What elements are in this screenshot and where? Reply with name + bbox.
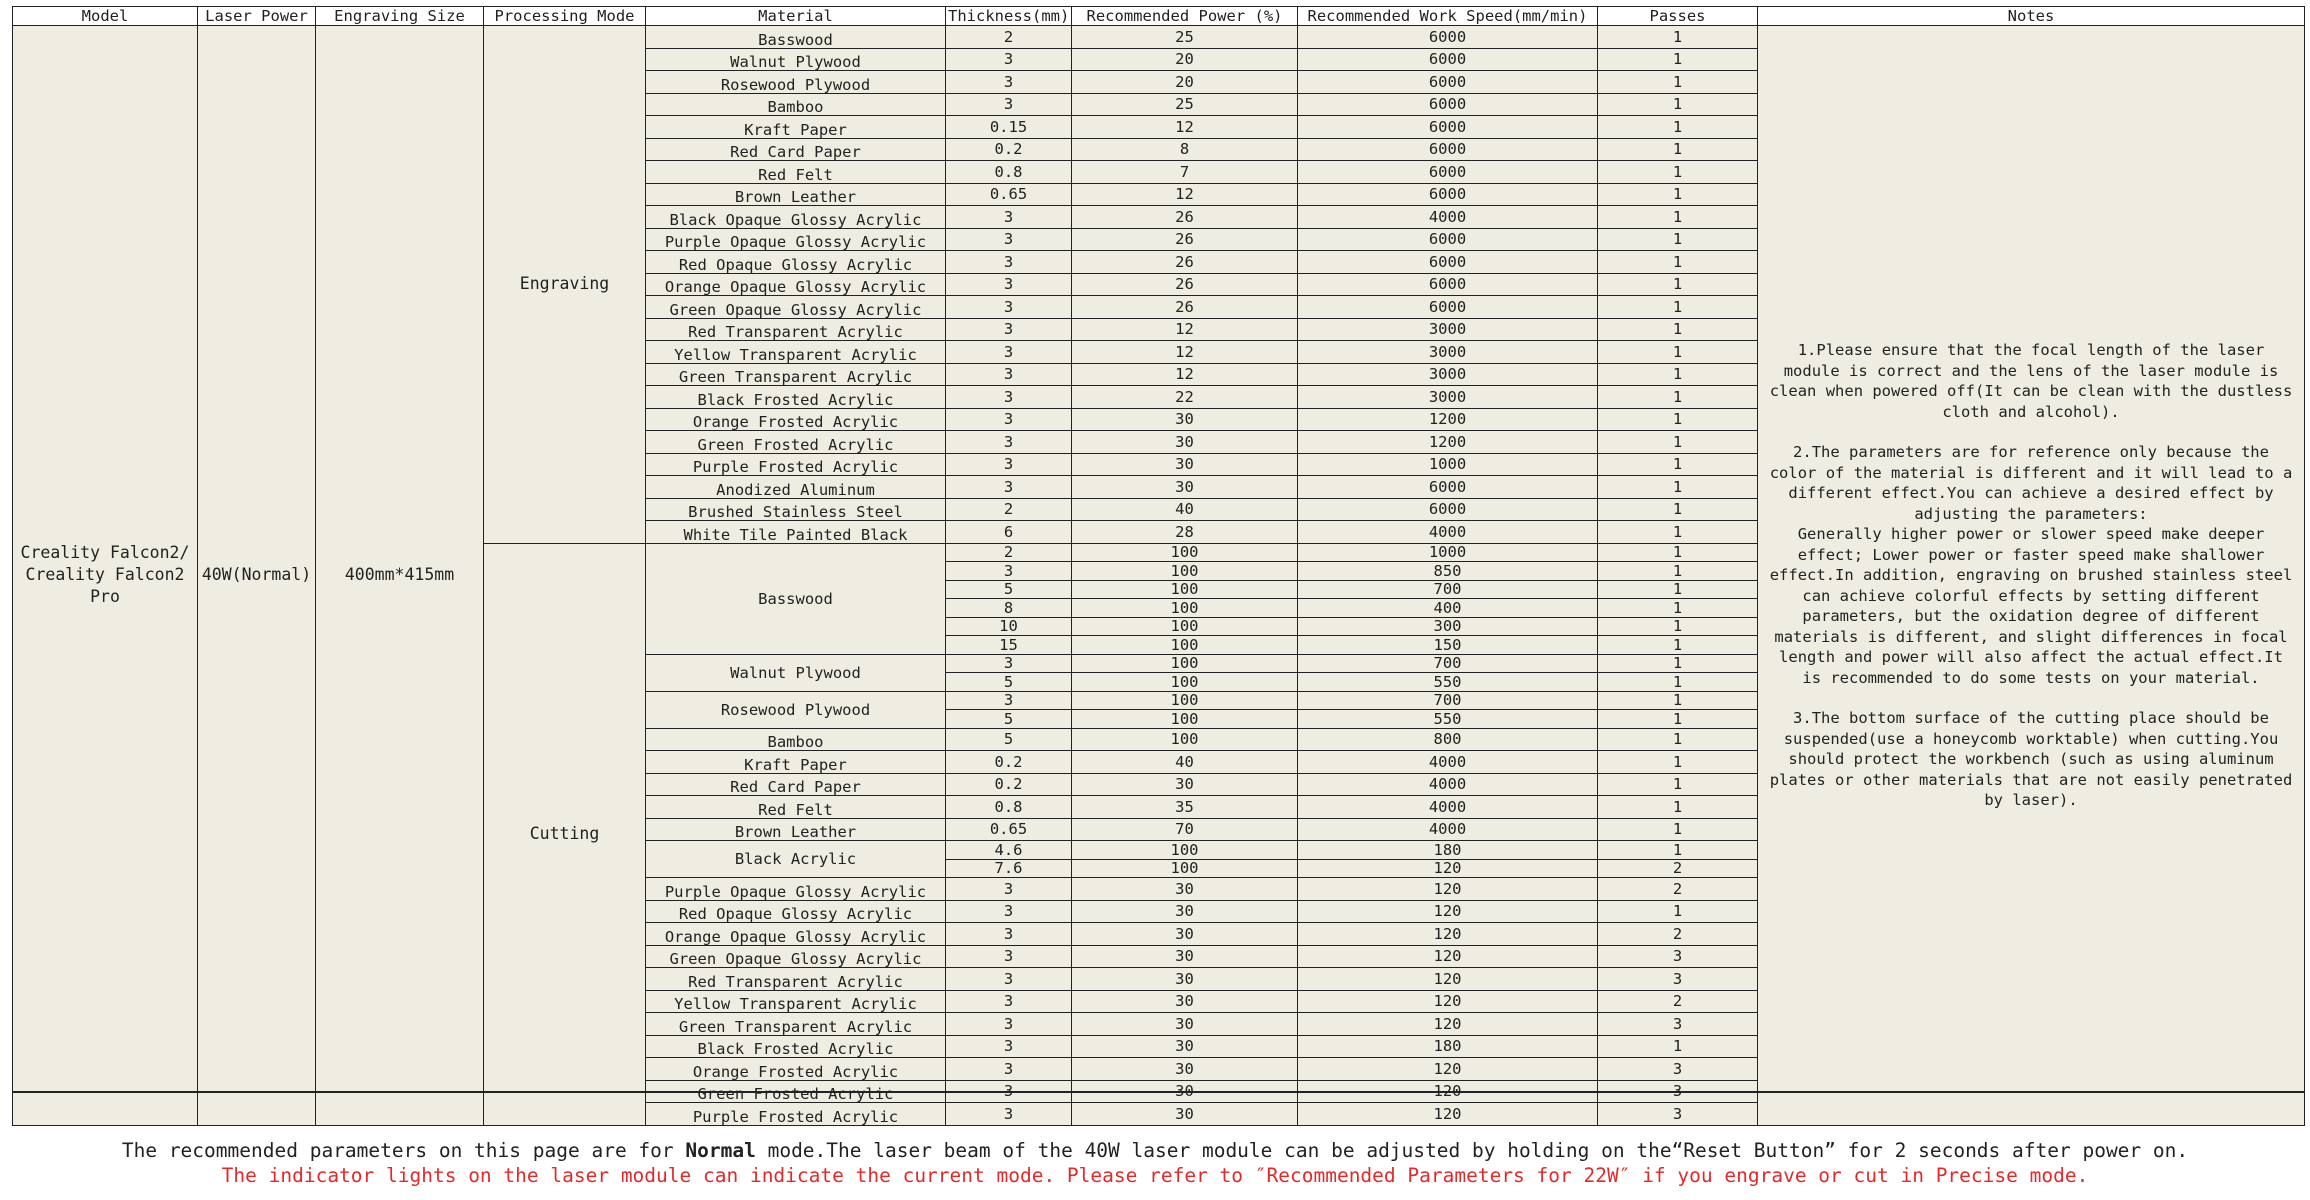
speed-cell: 6000 xyxy=(1298,26,1598,49)
thickness-cell: 3 xyxy=(946,990,1072,1013)
material-cell: Rosewood Plywood xyxy=(646,71,946,94)
material-cell: Brushed Stainless Steel xyxy=(646,498,946,521)
thickness-cell: 15 xyxy=(946,636,1072,655)
power-cell: 30 xyxy=(1072,900,1298,923)
thickness-cell: 3 xyxy=(946,206,1072,229)
power-cell: 20 xyxy=(1072,48,1298,71)
model-name-line2: Creality Falcon2 Pro xyxy=(25,565,185,607)
passes-cell: 3 xyxy=(1598,1013,1758,1036)
power-cell: 100 xyxy=(1072,728,1298,751)
passes-cell: 1 xyxy=(1598,206,1758,229)
processing-mode-cell: Cutting xyxy=(484,543,646,1125)
speed-cell: 550 xyxy=(1298,710,1598,729)
thickness-cell: 3 xyxy=(946,71,1072,94)
material-cell: Orange Opaque Glossy Acrylic xyxy=(646,273,946,296)
note-paragraph: 3.The bottom surface of the cutting place should be suspended(use a honeycomb worktable) when cutting.You should protect the workbench (such as using aluminum plates or other materials that are not easily penetrated by laser). xyxy=(1769,709,2293,809)
thickness-cell: 3 xyxy=(946,1035,1072,1058)
thickness-cell: 3 xyxy=(946,945,1072,968)
notes-cell xyxy=(1758,26,2305,1126)
thickness-cell: 3 xyxy=(946,453,1072,476)
speed-cell: 3000 xyxy=(1298,318,1598,341)
header-row xyxy=(13,7,2305,26)
power-cell: 26 xyxy=(1072,228,1298,251)
header-engraving-size: Engraving Size xyxy=(316,7,484,26)
material-cell: Purple Frosted Acrylic xyxy=(646,1103,946,1126)
power-cell: 100 xyxy=(1072,636,1298,655)
engraving-size-cell: 400mm*415mm xyxy=(316,26,484,1126)
speed-cell: 150 xyxy=(1298,636,1598,655)
thickness-cell: 3 xyxy=(946,431,1072,454)
thickness-cell: 2 xyxy=(946,543,1072,562)
passes-cell: 1 xyxy=(1598,580,1758,599)
thickness-cell: 3 xyxy=(946,900,1072,923)
power-cell: 30 xyxy=(1072,1035,1298,1058)
speed-cell: 800 xyxy=(1298,728,1598,751)
speed-cell: 120 xyxy=(1298,968,1598,991)
material-cell: Yellow Transparent Acrylic xyxy=(646,990,946,1013)
speed-cell: 700 xyxy=(1298,691,1598,710)
power-cell: 22 xyxy=(1072,386,1298,409)
thickness-cell: 3 xyxy=(946,878,1072,901)
passes-cell: 1 xyxy=(1598,251,1758,274)
material-cell: Walnut Plywood xyxy=(646,654,946,691)
material-cell: Walnut Plywood xyxy=(646,48,946,71)
thickness-cell: 3 xyxy=(946,968,1072,991)
speed-cell: 120 xyxy=(1298,1080,1598,1103)
thickness-cell: 7.6 xyxy=(946,859,1072,878)
speed-cell: 120 xyxy=(1298,859,1598,878)
material-cell: Yellow Transparent Acrylic xyxy=(646,341,946,364)
material-cell: Rosewood Plywood xyxy=(646,691,946,728)
power-cell: 12 xyxy=(1072,183,1298,206)
thickness-cell: 2 xyxy=(946,26,1072,49)
thickness-cell: 5 xyxy=(946,673,1072,692)
speed-cell: 120 xyxy=(1298,900,1598,923)
material-cell: Green Opaque Glossy Acrylic xyxy=(646,945,946,968)
speed-cell: 6000 xyxy=(1298,251,1598,274)
power-cell: 100 xyxy=(1072,562,1298,581)
speed-cell: 700 xyxy=(1298,654,1598,673)
model-name-line1: Creality Falcon2/ xyxy=(20,543,190,563)
passes-cell: 1 xyxy=(1598,183,1758,206)
material-cell: Purple Opaque Glossy Acrylic xyxy=(646,228,946,251)
material-cell: Red Felt xyxy=(646,796,946,819)
power-cell: 20 xyxy=(1072,71,1298,94)
speed-cell: 120 xyxy=(1298,1103,1598,1126)
footer-line-normal-mode xyxy=(0,1138,2310,1163)
passes-cell: 1 xyxy=(1598,161,1758,184)
speed-cell: 6000 xyxy=(1298,116,1598,139)
speed-cell: 1000 xyxy=(1298,543,1598,562)
thickness-cell: 8 xyxy=(946,599,1072,618)
passes-cell: 1 xyxy=(1598,363,1758,386)
header-notes: Notes xyxy=(1758,7,2305,26)
passes-cell: 1 xyxy=(1598,636,1758,655)
passes-cell: 2 xyxy=(1598,990,1758,1013)
passes-cell: 1 xyxy=(1598,543,1758,562)
laser-power-cell: 40W(Normal) xyxy=(198,26,316,1126)
thickness-cell: 3 xyxy=(946,93,1072,116)
footer-line1-post: mode.The laser beam of the 40W laser module can be adjusted by holding on the“Reset Button” for 2 seconds after power on. xyxy=(755,1139,2189,1162)
power-cell: 8 xyxy=(1072,138,1298,161)
power-cell: 100 xyxy=(1072,543,1298,562)
thickness-cell: 3 xyxy=(946,273,1072,296)
power-cell: 30 xyxy=(1072,923,1298,946)
speed-cell: 120 xyxy=(1298,990,1598,1013)
material-cell: Black Frosted Acrylic xyxy=(646,386,946,409)
passes-cell: 1 xyxy=(1598,841,1758,860)
thickness-cell: 3 xyxy=(946,691,1072,710)
footer-mode-name: Normal xyxy=(685,1139,756,1162)
passes-cell: 1 xyxy=(1598,318,1758,341)
material-cell: Bamboo xyxy=(646,93,946,116)
passes-cell: 1 xyxy=(1598,228,1758,251)
power-cell: 30 xyxy=(1072,408,1298,431)
header-processing-mode: Processing Mode xyxy=(484,7,646,26)
passes-cell: 1 xyxy=(1598,93,1758,116)
material-cell: Kraft Paper xyxy=(646,116,946,139)
passes-cell: 3 xyxy=(1598,1103,1758,1126)
material-cell: Purple Opaque Glossy Acrylic xyxy=(646,878,946,901)
power-cell: 100 xyxy=(1072,599,1298,618)
speed-cell: 180 xyxy=(1298,1035,1598,1058)
speed-cell: 4000 xyxy=(1298,751,1598,774)
speed-cell: 6000 xyxy=(1298,498,1598,521)
thickness-cell: 3 xyxy=(946,228,1072,251)
passes-cell: 1 xyxy=(1598,818,1758,841)
power-cell: 26 xyxy=(1072,206,1298,229)
power-cell: 100 xyxy=(1072,580,1298,599)
passes-cell: 1 xyxy=(1598,599,1758,618)
speed-cell: 3000 xyxy=(1298,363,1598,386)
thickness-cell: 3 xyxy=(946,48,1072,71)
speed-cell: 6000 xyxy=(1298,296,1598,319)
material-cell: Black Acrylic xyxy=(646,841,946,878)
passes-cell: 1 xyxy=(1598,453,1758,476)
power-cell: 12 xyxy=(1072,318,1298,341)
material-cell: Red Transparent Acrylic xyxy=(646,968,946,991)
thickness-cell: 0.2 xyxy=(946,751,1072,774)
power-cell: 30 xyxy=(1072,878,1298,901)
passes-cell: 1 xyxy=(1598,476,1758,499)
speed-cell: 120 xyxy=(1298,1013,1598,1036)
power-cell: 28 xyxy=(1072,521,1298,544)
thickness-cell: 3 xyxy=(946,1013,1072,1036)
material-cell: White Tile Painted Black xyxy=(646,521,946,544)
passes-cell: 1 xyxy=(1598,116,1758,139)
speed-cell: 400 xyxy=(1298,599,1598,618)
material-cell: Red Felt xyxy=(646,161,946,184)
header-thickness: Thickness(mm) xyxy=(946,7,1072,26)
speed-cell: 120 xyxy=(1298,1058,1598,1081)
power-cell: 26 xyxy=(1072,296,1298,319)
power-cell: 40 xyxy=(1072,498,1298,521)
passes-cell: 2 xyxy=(1598,878,1758,901)
speed-cell: 3000 xyxy=(1298,341,1598,364)
passes-cell: 1 xyxy=(1598,431,1758,454)
passes-cell: 1 xyxy=(1598,386,1758,409)
passes-cell: 1 xyxy=(1598,751,1758,774)
material-cell: Black Opaque Glossy Acrylic xyxy=(646,206,946,229)
power-cell: 30 xyxy=(1072,431,1298,454)
passes-cell: 1 xyxy=(1598,796,1758,819)
passes-cell: 1 xyxy=(1598,900,1758,923)
power-cell: 30 xyxy=(1072,773,1298,796)
material-cell: Brown Leather xyxy=(646,818,946,841)
passes-cell: 3 xyxy=(1598,1080,1758,1103)
header-passes: Passes xyxy=(1598,7,1758,26)
passes-cell: 2 xyxy=(1598,859,1758,878)
thickness-cell: 10 xyxy=(946,617,1072,636)
passes-cell: 1 xyxy=(1598,138,1758,161)
power-cell: 100 xyxy=(1072,654,1298,673)
material-cell: Bamboo xyxy=(646,728,946,751)
material-cell: Red Opaque Glossy Acrylic xyxy=(646,900,946,923)
thickness-cell: 3 xyxy=(946,341,1072,364)
material-cell: Purple Frosted Acrylic xyxy=(646,453,946,476)
power-cell: 25 xyxy=(1072,26,1298,49)
passes-cell: 1 xyxy=(1598,296,1758,319)
passes-cell: 3 xyxy=(1598,1058,1758,1081)
thickness-cell: 0.2 xyxy=(946,138,1072,161)
speed-cell: 1200 xyxy=(1298,408,1598,431)
power-cell: 30 xyxy=(1072,945,1298,968)
speed-cell: 4000 xyxy=(1298,796,1598,819)
passes-cell: 1 xyxy=(1598,521,1758,544)
footer-line1-pre: The recommended parameters on this page are for xyxy=(121,1139,686,1162)
speed-cell: 4000 xyxy=(1298,773,1598,796)
power-cell: 100 xyxy=(1072,841,1298,860)
power-cell: 12 xyxy=(1072,341,1298,364)
speed-cell: 6000 xyxy=(1298,93,1598,116)
thickness-cell: 3 xyxy=(946,251,1072,274)
power-cell: 30 xyxy=(1072,1080,1298,1103)
material-cell: Orange Opaque Glossy Acrylic xyxy=(646,923,946,946)
thickness-cell: 3 xyxy=(946,1103,1072,1126)
material-cell: Red Transparent Acrylic xyxy=(646,318,946,341)
speed-cell: 120 xyxy=(1298,923,1598,946)
thickness-cell: 3 xyxy=(946,386,1072,409)
power-cell: 12 xyxy=(1072,116,1298,139)
power-cell: 100 xyxy=(1072,859,1298,878)
parameters-table xyxy=(12,6,2305,1126)
power-cell: 30 xyxy=(1072,453,1298,476)
header-laser-power: Laser Power xyxy=(198,7,316,26)
power-cell: 12 xyxy=(1072,363,1298,386)
speed-cell: 4000 xyxy=(1298,206,1598,229)
thickness-cell: 0.2 xyxy=(946,773,1072,796)
speed-cell: 550 xyxy=(1298,673,1598,692)
speed-cell: 6000 xyxy=(1298,476,1598,499)
power-cell: 100 xyxy=(1072,617,1298,636)
passes-cell: 1 xyxy=(1598,710,1758,729)
power-cell: 26 xyxy=(1072,251,1298,274)
speed-cell: 300 xyxy=(1298,617,1598,636)
thickness-cell: 3 xyxy=(946,363,1072,386)
header-model: Model xyxy=(13,7,198,26)
passes-cell: 3 xyxy=(1598,968,1758,991)
header-material: Material xyxy=(646,7,946,26)
note-paragraph: 2.The parameters are for reference only because the color of the material is different and it will lead to a different effect.You can achieve a desired effect by adjusting the parameters: Generally higher power or slower speed make deeper effect; Lower power or faster speed make shallower effect.In addition, engraving on brushed stainless steel can achieve colorful effects by setting different parameters, but the oxidation degree of different materials is different, and slight differences in focal length and power will also affect the actual effect.It is recommended to do some tests on your material. xyxy=(1769,443,2293,687)
table-body xyxy=(13,26,2305,1126)
thickness-cell: 0.65 xyxy=(946,183,1072,206)
power-cell: 30 xyxy=(1072,968,1298,991)
material-cell: Black Frosted Acrylic xyxy=(646,1035,946,1058)
speed-cell: 6000 xyxy=(1298,228,1598,251)
passes-cell: 3 xyxy=(1598,945,1758,968)
thickness-cell: 5 xyxy=(946,728,1072,751)
power-cell: 30 xyxy=(1072,476,1298,499)
speed-cell: 120 xyxy=(1298,945,1598,968)
thickness-cell: 6 xyxy=(946,521,1072,544)
speed-cell: 6000 xyxy=(1298,48,1598,71)
power-cell: 25 xyxy=(1072,93,1298,116)
thickness-cell: 5 xyxy=(946,580,1072,599)
material-cell: Orange Frosted Acrylic xyxy=(646,1058,946,1081)
speed-cell: 6000 xyxy=(1298,71,1598,94)
material-cell: Green Frosted Acrylic xyxy=(646,1080,946,1103)
thickness-cell: 3 xyxy=(946,923,1072,946)
speed-cell: 6000 xyxy=(1298,273,1598,296)
material-cell: Anodized Aluminum xyxy=(646,476,946,499)
speed-cell: 4000 xyxy=(1298,818,1598,841)
note-paragraph: 1.Please ensure that the focal length of the laser module is correct and the lens of the laser module is clean when powered off(It can be clean with the dustless cloth and alcohol). xyxy=(1769,341,2293,421)
speed-cell: 120 xyxy=(1298,878,1598,901)
thickness-cell: 3 xyxy=(946,654,1072,673)
thickness-cell: 4.6 xyxy=(946,841,1072,860)
thickness-cell: 3 xyxy=(946,476,1072,499)
speed-cell: 3000 xyxy=(1298,386,1598,409)
thickness-cell: 3 xyxy=(946,408,1072,431)
material-cell: Basswood xyxy=(646,26,946,49)
passes-cell: 1 xyxy=(1598,273,1758,296)
power-cell: 30 xyxy=(1072,1103,1298,1126)
passes-cell: 1 xyxy=(1598,26,1758,49)
power-cell: 30 xyxy=(1072,990,1298,1013)
passes-cell: 1 xyxy=(1598,691,1758,710)
speed-cell: 1200 xyxy=(1298,431,1598,454)
speed-cell: 180 xyxy=(1298,841,1598,860)
passes-cell: 1 xyxy=(1598,654,1758,673)
material-cell: Kraft Paper xyxy=(646,751,946,774)
material-cell: Green Opaque Glossy Acrylic xyxy=(646,296,946,319)
thickness-cell: 3 xyxy=(946,562,1072,581)
speed-cell: 6000 xyxy=(1298,183,1598,206)
material-cell: Red Card Paper xyxy=(646,138,946,161)
power-cell: 40 xyxy=(1072,751,1298,774)
processing-mode-cell: Engraving xyxy=(484,26,646,544)
power-cell: 100 xyxy=(1072,691,1298,710)
power-cell: 100 xyxy=(1072,710,1298,729)
passes-cell: 1 xyxy=(1598,498,1758,521)
thickness-cell: 3 xyxy=(946,296,1072,319)
passes-cell: 1 xyxy=(1598,617,1758,636)
power-cell: 70 xyxy=(1072,818,1298,841)
passes-cell: 1 xyxy=(1598,673,1758,692)
divider-line xyxy=(12,1091,2304,1093)
passes-cell: 2 xyxy=(1598,923,1758,946)
speed-cell: 700 xyxy=(1298,580,1598,599)
power-cell: 7 xyxy=(1072,161,1298,184)
speed-cell: 1000 xyxy=(1298,453,1598,476)
material-cell: Green Transparent Acrylic xyxy=(646,1013,946,1036)
thickness-cell: 0.65 xyxy=(946,818,1072,841)
material-cell: Basswood xyxy=(646,543,946,654)
header-speed: Recommended Work Speed(mm/min) xyxy=(1298,7,1598,26)
material-cell: Green Transparent Acrylic xyxy=(646,363,946,386)
passes-cell: 1 xyxy=(1598,408,1758,431)
thickness-cell: 0.8 xyxy=(946,161,1072,184)
passes-cell: 1 xyxy=(1598,71,1758,94)
footer-note xyxy=(0,1138,2310,1188)
footer-line-precise-mode: The indicator lights on the laser module can indicate the current mode. Please refer to ″Recommended Parameters for 22W″ if you engrave or cut in Precise mode. xyxy=(221,1164,2089,1187)
passes-cell: 1 xyxy=(1598,728,1758,751)
power-cell: 30 xyxy=(1072,1013,1298,1036)
thickness-cell: 2 xyxy=(946,498,1072,521)
thickness-cell: 3 xyxy=(946,1058,1072,1081)
speed-cell: 6000 xyxy=(1298,138,1598,161)
table-row xyxy=(13,26,2305,49)
thickness-cell: 0.15 xyxy=(946,116,1072,139)
power-cell: 26 xyxy=(1072,273,1298,296)
speed-cell: 6000 xyxy=(1298,161,1598,184)
power-cell: 100 xyxy=(1072,673,1298,692)
material-cell: Red Card Paper xyxy=(646,773,946,796)
thickness-cell: 5 xyxy=(946,710,1072,729)
header-power: Recommended Power (%) xyxy=(1072,7,1298,26)
thickness-cell: 3 xyxy=(946,1080,1072,1103)
passes-cell: 1 xyxy=(1598,48,1758,71)
speed-cell: 4000 xyxy=(1298,521,1598,544)
material-cell: Red Opaque Glossy Acrylic xyxy=(646,251,946,274)
power-cell: 30 xyxy=(1072,1058,1298,1081)
model-cell xyxy=(13,26,198,1126)
thickness-cell: 3 xyxy=(946,318,1072,341)
passes-cell: 1 xyxy=(1598,562,1758,581)
thickness-cell: 0.8 xyxy=(946,796,1072,819)
passes-cell: 1 xyxy=(1598,1035,1758,1058)
speed-cell: 850 xyxy=(1298,562,1598,581)
passes-cell: 1 xyxy=(1598,773,1758,796)
material-cell: Green Frosted Acrylic xyxy=(646,431,946,454)
material-cell: Orange Frosted Acrylic xyxy=(646,408,946,431)
passes-cell: 1 xyxy=(1598,341,1758,364)
power-cell: 35 xyxy=(1072,796,1298,819)
material-cell: Brown Leather xyxy=(646,183,946,206)
